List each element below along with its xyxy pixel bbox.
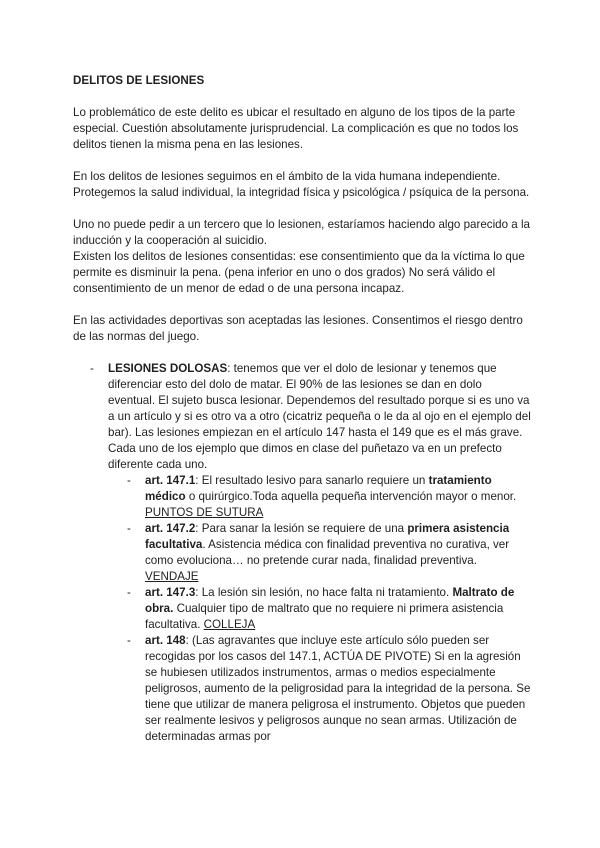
bullet-dash: - [127, 522, 131, 535]
list-item-article [73, 521, 531, 585]
article-heading: art. 147.2 [145, 522, 196, 535]
article-heading: art. 148 [145, 634, 186, 647]
document-title: DELITOS DE LESIONES [73, 74, 205, 87]
list-item-article [73, 473, 531, 521]
paragraph: En las actividades deportivas son aceptadas las lesiones. Consentimos el riesgo dentro de las normas del juego. [73, 314, 523, 343]
article-heading: art. 147.1 [145, 474, 196, 487]
paragraph: En los delitos de lesiones seguimos en el ámbito de la vida humana independiente. Protegemos la salud individual, la integridad física y psicológica / psíquica de la persona. [73, 170, 530, 199]
article-text: o quirúrgico.Toda aquella pequeña intervención mayor o menor. [185, 490, 517, 503]
article-text: . Asistencia médica con finalidad preventiva no curativa, ver como evoluciona… no pretende curar nada, finalidad preventiva. [145, 538, 510, 567]
lesiones-heading: LESIONES DOLOSAS [108, 362, 228, 375]
bullet-dash: - [127, 474, 131, 487]
lesiones-text: : tenemos que ver el dolo de lesionar y tenemos que diferenciar esto del dolo de matar. El 90% de las lesiones se dan en dolo eventual. El sujeto busca lesionar. Dependemos del resultado porque si es uno va a un artículo y si es otro va a otro (cicatriz pequeña o le da al ojo en el ejemplo del bar). Las lesiones empiezan en el artículo 147 hasta el 149 que es el más grave. Cada uno de los ejemplo que dimos en clase del puñetazo va en un prefecto diferente cada uno. [108, 362, 531, 471]
bullet-dash: - [127, 634, 131, 647]
article-bold: primera asistencia facultativa [145, 522, 510, 551]
article-text: Cualquier tipo de maltrato que no requiere ni primera asistencia facultativa. [145, 602, 504, 631]
list-item-article [73, 585, 531, 633]
bullet-dash: - [127, 586, 131, 599]
document-content [73, 73, 531, 745]
article-bold: Maltrato de obra. [145, 586, 515, 615]
list-item-lesiones-dolosas [73, 361, 531, 473]
bullet-dash: - [90, 362, 94, 375]
list-item-article [73, 633, 531, 745]
article-tag: VENDAJE [145, 570, 199, 583]
article-bold: tratamiento médico [145, 474, 492, 503]
article-text: : Para sanar la lesión se requiere de una [195, 522, 408, 535]
paragraph: Uno no puede pedir a un tercero que lo lesionen, estaríamos haciendo algo parecido a la inducción y la cooperación al suicidio. [73, 218, 530, 247]
paragraph: Existen los delitos de lesiones consentidas: ese consentimiento que da la víctima lo que permite es disminuir la pena. (pena inferior en uno o dos grados) No será válido el consentimiento de un menor de edad o de una persona incapaz. [73, 250, 525, 295]
article-text: : La lesión sin lesión, no hace falta ni tratamiento. [195, 586, 453, 599]
paragraph: Lo problemático de este delito es ubicar el resultado en alguno de los tipos de la parte especial. Cuestión absolutamente jurisprudencial. La complicación es que no todos los delitos tienen la misma pena en las lesiones. [73, 106, 519, 151]
article-tag: PUNTOS DE SUTURA [145, 506, 264, 519]
article-text: : (Las agravantes que incluye este artículo sólo pueden ser recogidas por los casos del 147.1, ACTÚA DE PIVOTE) Si en la agresión se hubiesen utilizados instrumentos, armas o medios especialmente peligrosos, aumento de la peligrosidad para la integridad de la persona. Se tiene que utilizar de manera peligrosa el instrumento. Objetos que pueden ser realmente lesivos y peligrosos aunque no sean armas. Utilización de determinadas armas por [145, 634, 531, 743]
article-tag: COLLEJA [203, 618, 256, 631]
article-text: : El resultado lesivo para sanarlo requiere un [195, 474, 429, 487]
article-heading: art. 147.3 [145, 586, 196, 599]
